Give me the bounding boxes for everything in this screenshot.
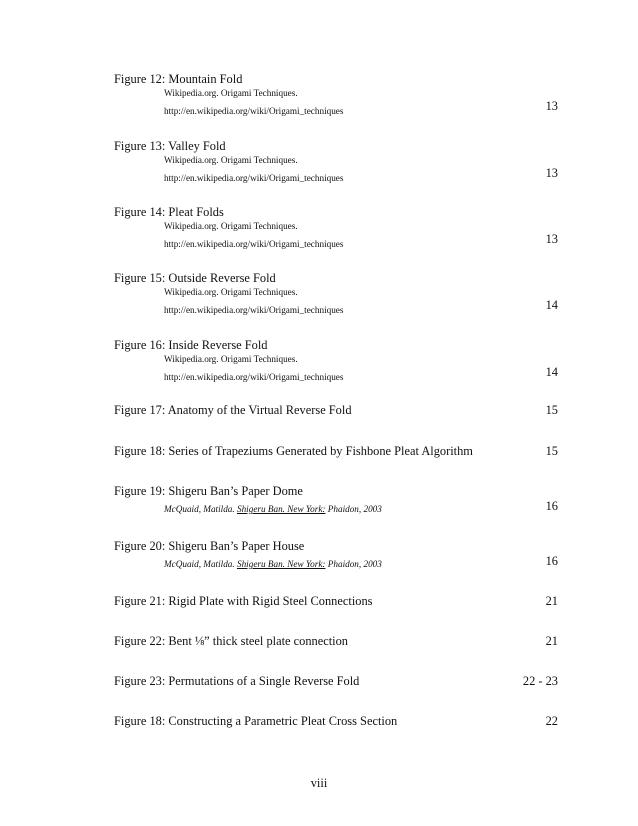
citation-book-title: Shigeru Ban. New York: [236, 504, 326, 514]
citation-book-title: Shigeru Ban. New York: [236, 559, 326, 569]
page-number: 21 [545, 634, 558, 648]
figure-title: Figure 12: Mountain Fold [114, 72, 243, 86]
source-url: http://en.wikipedia.org/wiki/Origami_techniques [164, 173, 344, 183]
figure-title: Figure 15: Outside Reverse Fold [114, 271, 276, 285]
page-number: 13 [545, 99, 558, 113]
page-number: 13 [545, 166, 558, 180]
page-number: 16 [545, 499, 558, 513]
toc-entry-figure-13 [114, 139, 558, 184]
page-number: 14 [545, 298, 558, 312]
source-url: http://en.wikipedia.org/wiki/Origami_techniques [164, 305, 344, 315]
toc-entry-figure-18-cross-section [114, 714, 558, 729]
figure-title: Figure 22: Bent ⅛” thick steel plate connection [114, 634, 348, 648]
figure-title: Figure 16: Inside Reverse Fold [114, 338, 268, 352]
source-line: Wikipedia.org. Origami Techniques. [164, 354, 298, 364]
source-line: Wikipedia.org. Origami Techniques. [164, 155, 298, 165]
toc-entry-figure-21 [114, 594, 558, 609]
toc-entry-figure-17 [114, 403, 558, 418]
figure-title: Figure 13: Valley Fold [114, 139, 226, 153]
toc-entry-figure-23 [114, 674, 558, 689]
book-citation [114, 503, 558, 515]
page-number: 21 [545, 594, 558, 608]
figure-title: Figure 18: Constructing a Parametric Pleat Cross Section [114, 714, 398, 728]
toc-entry-figure-12 [114, 72, 558, 117]
page-number: 14 [545, 365, 558, 379]
figure-title: Figure 18: Series of Trapeziums Generated by Fishbone Pleat Algorithm [114, 444, 473, 458]
toc-entry-figure-15 [114, 271, 558, 316]
figure-title: Figure 20: Shigeru Ban’s Paper House [114, 539, 305, 553]
figure-title: Figure 14: Pleat Folds [114, 205, 224, 219]
toc-entry-figure-16 [114, 338, 558, 383]
page-number: 15 [545, 444, 558, 458]
source-line: Wikipedia.org. Origami Techniques. [164, 221, 298, 231]
page-number: 16 [545, 554, 558, 568]
source-url: http://en.wikipedia.org/wiki/Origami_techniques [164, 372, 344, 382]
toc-entry-figure-20 [114, 539, 558, 570]
book-citation [114, 558, 558, 570]
figure-title: Figure 23: Permutations of a Single Reverse Fold [114, 674, 360, 688]
toc-entry-figure-19 [114, 484, 558, 515]
citation-author: McQuaid, Matilda. [164, 504, 237, 514]
page-number: 13 [545, 232, 558, 246]
source-line: Wikipedia.org. Origami Techniques. [164, 88, 298, 98]
source-line: Wikipedia.org. Origami Techniques. [164, 287, 298, 297]
source-url: http://en.wikipedia.org/wiki/Origami_techniques [164, 239, 344, 249]
toc-entry-figure-14 [114, 205, 558, 250]
figure-title: Figure 21: Rigid Plate with Rigid Steel Connections [114, 594, 373, 608]
figure-title: Figure 17: Anatomy of the Virtual Reverse Fold [114, 403, 352, 417]
figure-title: Figure 19: Shigeru Ban’s Paper Dome [114, 484, 303, 498]
citation-publisher: Phaidon, 2003 [325, 559, 382, 569]
page-number: 22 - 23 [522, 674, 558, 688]
source-url: http://en.wikipedia.org/wiki/Origami_techniques [164, 106, 344, 116]
citation-author: McQuaid, Matilda. [164, 559, 237, 569]
toc-entry-figure-22 [114, 634, 558, 649]
citation-publisher: Phaidon, 2003 [325, 504, 382, 514]
page-footer-number: viii [310, 776, 328, 790]
toc-entry-figure-18 [114, 444, 558, 459]
page-number: 15 [545, 403, 558, 417]
page-number: 22 [545, 714, 558, 728]
